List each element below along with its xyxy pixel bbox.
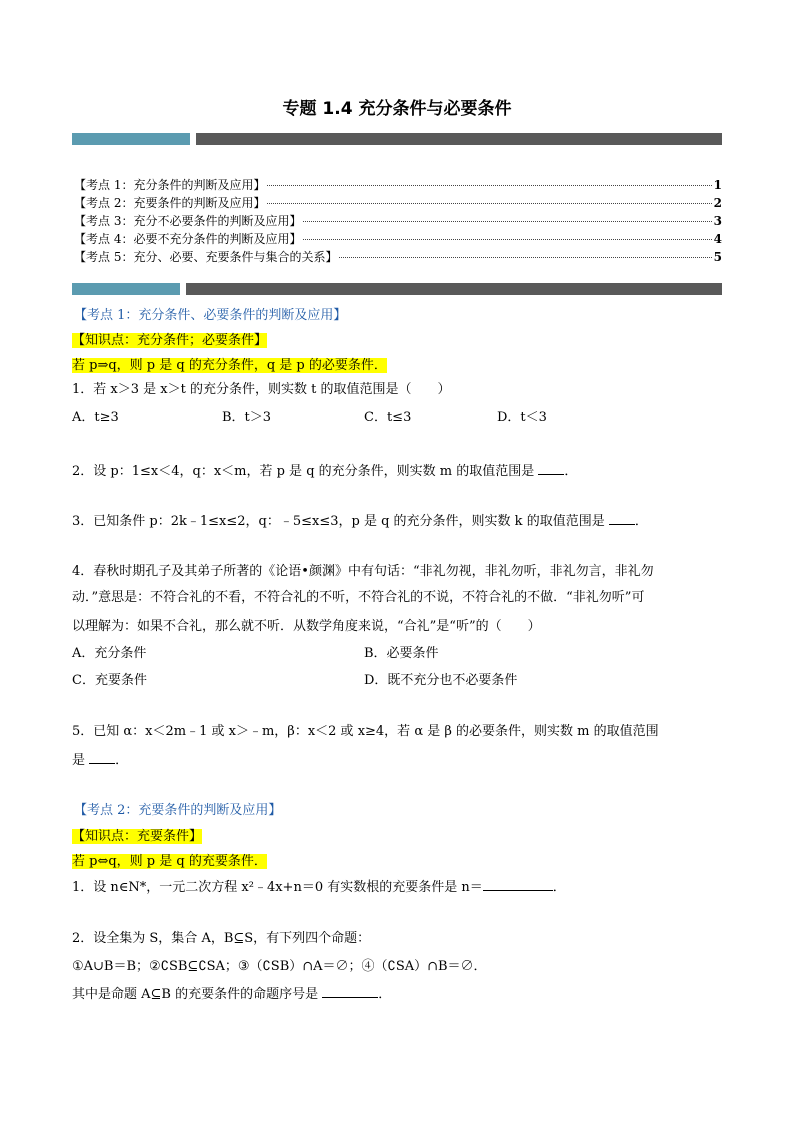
s1-q5-line1: 5．已知 α：x＜2m﹣1 或 x＞﹣m，β：x＜2 或 x≥4，若 α 是 β 的必要条件，则实数 m 的取值范围 xyxy=(72,724,659,739)
toc-entry-2[interactable]: 【考点 2：充要条件的判断及应用】 2 xyxy=(74,196,722,210)
toc-entry-1[interactable]: 【考点 1：充分条件的判断及应用】 1 xyxy=(74,178,722,192)
s1-q1-option-b[interactable]: B．t＞3 xyxy=(222,410,272,425)
s1-q4-option-c[interactable]: C．充要条件 xyxy=(72,673,147,688)
section2-knowledge-text: 若 p⇔q，则 p 是 q 的充要条件． xyxy=(72,854,267,869)
s2-q1: 1．设 n∈N*，一元二次方程 x²﹣4x+n＝0 有实数根的充要条件是 n＝ ． xyxy=(72,880,566,895)
s1-q4-option-b[interactable]: B．必要条件 xyxy=(364,646,439,661)
s1-q1-stem: 1．若 x＞3 是 x＞t 的充分条件，则实数 t 的取值范围是（ ） xyxy=(72,382,451,397)
answer-blank[interactable] xyxy=(483,878,553,891)
s1-q1-option-a[interactable]: A．t≥3 xyxy=(72,410,119,425)
answer-blank[interactable] xyxy=(322,985,378,998)
s1-q1-option-c[interactable]: C．t≤3 xyxy=(364,410,412,425)
s1-q1-option-d[interactable]: D．t＜3 xyxy=(497,410,547,425)
s2-q2-line3: 其中是命题 A⊆B 的充要条件的命题序号是 ． xyxy=(72,987,392,1002)
toc-entry-3[interactable]: 【考点 3：充分不必要条件的判断及应用】 3 xyxy=(74,214,722,228)
toc-entry-4[interactable]: 【考点 4：必要不充分条件的判断及应用】 4 xyxy=(74,232,722,246)
toc-entry-5[interactable]: 【考点 5：充分、必要、充要条件与集合的关系】 5 xyxy=(74,250,722,264)
s1-q3: 3．已知条件 p：2k﹣1≤x≤2，q：﹣5≤x≤3，p 是 q 的充分条件，则实数 k 的取值范围是 ． xyxy=(72,514,648,529)
s2-q2-line2: ①A∪B＝B；②∁SB⊆∁SA；③（∁SB）∩A＝∅；④（∁SA）∩B＝∅． xyxy=(72,959,487,974)
section-divider-bar xyxy=(72,283,722,295)
section2-knowledge-label: 【知识点：充要条件】 xyxy=(72,829,203,844)
s1-q2: 2．设 p：1≤x＜4，q：x＜m，若 p 是 q 的充分条件，则实数 m 的取值范围是 ． xyxy=(72,464,578,479)
answer-blank[interactable] xyxy=(609,512,635,525)
header-divider-bar xyxy=(72,133,722,145)
page-title: 专题 1.4 充分条件与必要条件 xyxy=(282,99,512,119)
s1-q4-line2: 动．”意思是：不符合礼的不看，不符合礼的不听，不符合礼的不说，不符合礼的不做．“非礼勿听”可 xyxy=(72,590,645,605)
s1-q4-option-d[interactable]: D．既不充分也不必要条件 xyxy=(364,673,518,688)
section1-heading: 【考点 1：充分条件、必要条件的判断及应用】 xyxy=(74,308,347,323)
answer-blank[interactable] xyxy=(89,751,115,764)
section1-knowledge-text: 若 p⇒q，则 p 是 q 的充分条件，q 是 p 的必要条件． xyxy=(72,358,387,373)
answer-blank[interactable] xyxy=(538,462,564,475)
s1-q4-line3: 以理解为：如果不合礼，那么就不听．从数学角度来说，“合礼”是“听”的（ ） xyxy=(72,619,541,634)
s2-q2-line1: 2．设全集为 S，集合 A，B⊆S，有下列四个命题： xyxy=(72,931,371,946)
s1-q5-line2: 是 ． xyxy=(72,753,129,768)
section2-heading: 【考点 2：充要条件的判断及应用】 xyxy=(74,803,282,818)
section1-knowledge-label: 【知识点：充分条件；必要条件】 xyxy=(72,333,268,348)
s1-q4-option-a[interactable]: A．充分条件 xyxy=(72,646,147,661)
s1-q4-line1: 4．春秋时期孔子及其弟子所著的《论语•颜渊》中有句话：“非礼勿视，非礼勿听，非礼勿言，非礼勿 xyxy=(72,564,654,579)
